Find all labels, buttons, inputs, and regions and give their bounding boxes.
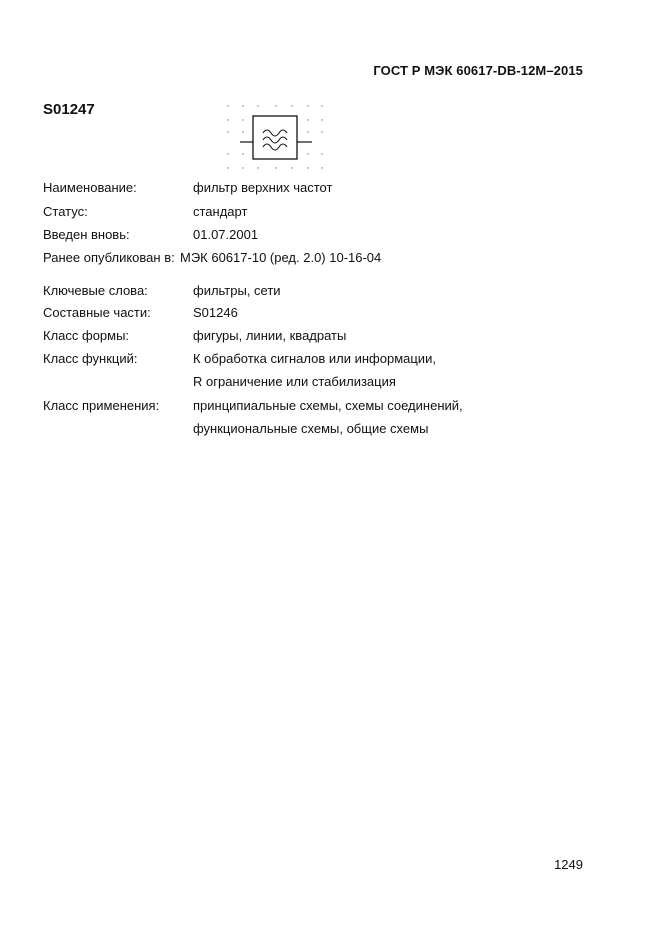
document-header: ГОСТ Р МЭК 60617-DB-12M–2015 [373,63,583,78]
field-label: Класс применения: [43,398,160,413]
field-label: Класс формы: [43,328,130,343]
field-label: Ключевые слова: [43,283,148,298]
field-value: стандарт [193,204,248,219]
field-value: фильтры, сети [193,283,281,298]
field-value: К обработка сигналов или информации, [193,351,436,366]
page-number: 1249 [554,857,583,872]
field-label: Составные части: [43,305,151,320]
symbol-code: S01247 [43,101,95,118]
field-value: 01.07.2001 [193,227,259,242]
field-value: фильтр верхних частот [193,180,333,195]
field-value: принципиальные схемы, схемы соединений, [193,398,463,413]
field-value: фигуры, линии, квадраты [193,328,347,343]
field-value: МЭК 60617-10 (ред. 2.0) 10-16-04 [180,250,382,265]
field-label: Наименование: [43,180,137,195]
field-value: S01246 [193,305,238,320]
field-value-continued: R ограничение или стабилизация [193,374,396,389]
field-label: Введен вновь: [43,227,130,242]
field-value-continued: функциональные схемы, общие схемы [193,421,429,436]
field-label: Класс функций: [43,351,138,366]
high-pass-filter-icon [226,102,326,174]
field-label: Ранее опубликован в: [43,250,175,265]
field-label: Статус: [43,204,88,219]
